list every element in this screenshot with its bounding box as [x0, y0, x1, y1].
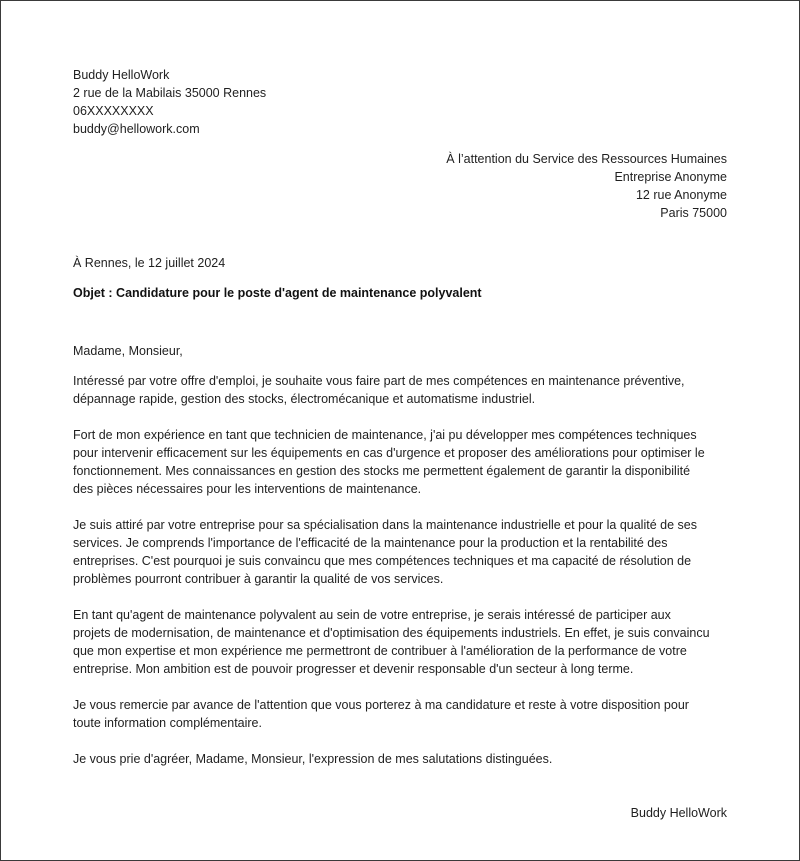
date-line: À Rennes, le 12 juillet 2024 — [73, 256, 226, 270]
paragraph-6 — [73, 750, 733, 768]
signature: Buddy HelloWork — [630, 806, 727, 820]
paragraph-line: Intéressé par votre offre d'emploi, je souhaite vous faire part de mes compétences en maintenance préventive, — [73, 374, 685, 388]
paragraph-line: toute information complémentaire. — [73, 716, 262, 730]
sender-phone: 06XXXXXXXX — [73, 104, 154, 118]
paragraph-line: problèmes pourront contribuer à garantir la qualité de vos services. — [73, 572, 444, 586]
paragraph-line: entreprise. Mon ambition est de pouvoir progresser et devenir responsable d'un secteur à long terme. — [73, 662, 634, 676]
subject-line: Objet : Candidature pour le poste d'agent de maintenance polyvalent — [73, 286, 482, 300]
recipient-city: Paris 75000 — [660, 206, 727, 220]
paragraph-line: que mon expertise et mon expérience me permettront de contribuer à l'amélioration de la performance de votre — [73, 644, 687, 658]
sender-address: 2 rue de la Mabilais 35000 Rennes — [73, 86, 267, 100]
paragraph-line: fonctionnement. Mes connaissances en gestion des stocks me permettent également de garantir la disponibilité — [73, 464, 691, 478]
paragraph-line: Je vous remercie par avance de l'attention que vous porterez à ma candidature et reste à votre disposition pour — [73, 698, 689, 712]
paragraph-5 — [73, 696, 733, 732]
paragraph-line: Je suis attiré par votre entreprise pour sa spécialisation dans la maintenance industrielle et pour la qualité de ses — [73, 518, 697, 532]
paragraph-line: services. Je comprends l'importance de l'efficacité de la maintenance pour la production et la rentabilité des — [73, 536, 668, 550]
paragraph-3 — [73, 516, 733, 588]
paragraph-line: projets de modernisation, de maintenance et d'optimisation des équipements industriels. En effet, je suis convaincu — [73, 626, 710, 640]
paragraph-2 — [73, 426, 733, 498]
paragraph-1 — [73, 372, 733, 408]
paragraph-line: des pièces nécessaires pour les interventions de maintenance. — [73, 482, 422, 496]
recipient-company: Entreprise Anonyme — [614, 170, 727, 184]
paragraph-line: En tant qu'agent de maintenance polyvalent au sein de votre entreprise, je serais intéressé de participer aux — [73, 608, 671, 622]
paragraph-line: dépannage rapide, gestion des stocks, électromécanique et automatisme industriel. — [73, 392, 536, 406]
recipient-block — [307, 150, 727, 222]
paragraph-4 — [73, 606, 733, 678]
recipient-attention: À l’attention du Service des Ressources Humaines — [446, 152, 727, 166]
paragraph-line: Je vous prie d'agréer, Madame, Monsieur, l'expression de mes salutations distinguées. — [73, 752, 553, 766]
paragraph-line: entreprises. C'est pourquoi je suis convaincu que mes compétences techniques et ma capacité de résolution de — [73, 554, 692, 568]
paragraph-line: Fort de mon expérience en tant que technicien de maintenance, j'ai pu développer mes compétences techniques — [73, 428, 697, 442]
paragraph-line: pour intervenir efficacement sur les équipements en cas d'urgence et proposer des améliorations pour optimiser le — [73, 446, 705, 460]
salutation: Madame, Monsieur, — [73, 344, 183, 358]
sender-name: Buddy HelloWork — [73, 68, 170, 82]
sender-block — [73, 66, 266, 138]
sender-email: buddy@hellowork.com — [73, 122, 200, 136]
recipient-street: 12 rue Anonyme — [635, 188, 727, 202]
